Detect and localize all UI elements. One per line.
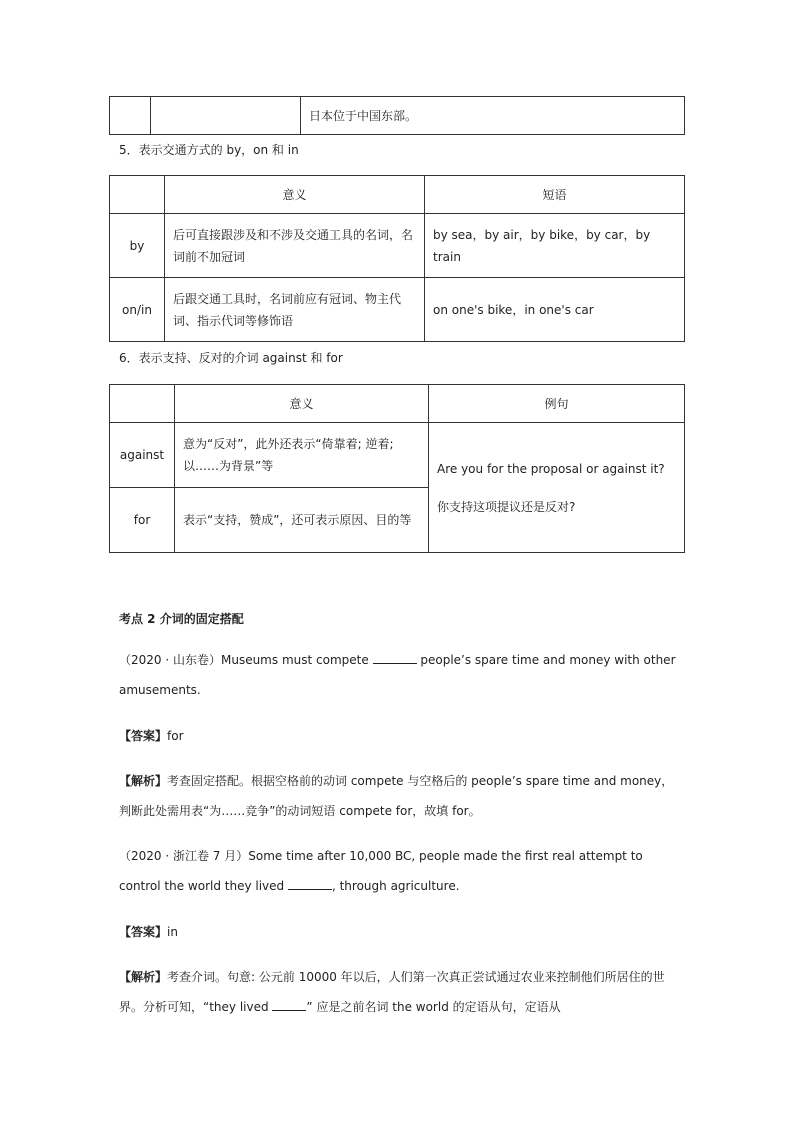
- section6-table: [109, 384, 685, 553]
- answer-tag: 【答案】: [119, 925, 168, 939]
- section5-row-phrase: on one's bike，in one's car: [425, 278, 685, 342]
- q2-analysis-a: 考查介词。句意: 公元前 10000 年以后，人们第一次真正尝试通过农业来控制他们所居住的世界。分析可知，“they lived: [119, 970, 665, 1014]
- top-table: [109, 96, 685, 135]
- section6-example-cn: 你支持这项提议还是反对?: [437, 499, 576, 514]
- section6-header-example: 例句: [429, 385, 685, 423]
- q1-text-a: Museums must compete: [220, 653, 373, 667]
- section6-row-meaning: 意为“反对”，此外还表示“倚靠着; 逆着; 以……为背景”等: [175, 423, 429, 488]
- question-2: [119, 841, 684, 901]
- top-table-cell-empty-2: [151, 97, 301, 135]
- section5-row-phrase: by sea，by air，by bike，by car，by train: [425, 214, 685, 278]
- section6-example-en: Are you for the proposal or against it?: [437, 461, 665, 476]
- section6-row-label: against: [110, 423, 175, 488]
- table-row: [110, 278, 685, 342]
- top-table-cell-empty-1: [110, 97, 151, 135]
- q2-text-b: , through agriculture.: [331, 879, 460, 893]
- q1-analysis: 考查固定搭配。根据空格前的动词 compete 与空格后的 people’s spare time and money，判断此处需用表“为……竞争”的动词短语 compete for，故填 for。: [119, 774, 674, 818]
- section6-title: 6．表示支持、反对的介词 against 和 for: [119, 351, 343, 365]
- question-1: [119, 645, 684, 705]
- section5-header-phrase: 短语: [425, 176, 685, 214]
- q2-analysis-b: ” 应是之前名词 the world 的定语从句，定语从: [306, 1000, 561, 1014]
- answer-2: [119, 917, 684, 947]
- section5-row-label: on/in: [110, 278, 165, 342]
- q2-source: （2020 · 浙江卷 7 月）: [119, 849, 249, 863]
- section6-header-meaning: 意义: [175, 385, 429, 423]
- table-row: [110, 214, 685, 278]
- section5-header-blank: [110, 176, 165, 214]
- section5-row-meaning: 后可直接跟涉及和不涉及交通工具的名词，名词前不加冠词: [165, 214, 425, 278]
- analysis-tag: 【解析】: [119, 774, 168, 788]
- analysis-2: [119, 962, 684, 1022]
- q1-text-b: people’s spare time and money with other amusements.: [119, 653, 676, 697]
- q1-source: （2020 · 山东卷）: [119, 653, 221, 667]
- q2-analysis-blank: [272, 998, 306, 1011]
- analysis-tag: 【解析】: [119, 970, 168, 984]
- section5-row-meaning: 后跟交通工具时，名词前应有冠词、物主代词、指示代词等修饰语: [165, 278, 425, 342]
- kaodian-title: 考点 2 介词的固定搭配: [119, 612, 244, 626]
- section6-row-meaning: 表示“支持，赞成”，还可表示原因、目的等: [175, 488, 429, 553]
- q1-blank: [373, 651, 417, 664]
- section5-title: 5．表示交通方式的 by，on 和 in: [119, 143, 299, 157]
- q1-answer: for: [167, 729, 184, 743]
- section5-table: [109, 175, 685, 342]
- analysis-1: [119, 766, 684, 826]
- top-table-cell-text: 日本位于中国东部。: [301, 97, 685, 135]
- section6-example-cell: [429, 423, 685, 553]
- section5-row-label: by: [110, 214, 165, 278]
- q2-answer: in: [167, 925, 178, 939]
- answer-tag: 【答案】: [119, 729, 168, 743]
- q2-blank: [288, 877, 332, 890]
- section6-header-blank: [110, 385, 175, 423]
- answer-1: [119, 721, 684, 751]
- section6-row-label: for: [110, 488, 175, 553]
- section5-header-meaning: 意义: [165, 176, 425, 214]
- table-row: [110, 423, 685, 488]
- q2-text-a: Some time after 10,000 BC, people made the first real attempt to control the world they lived: [119, 849, 643, 893]
